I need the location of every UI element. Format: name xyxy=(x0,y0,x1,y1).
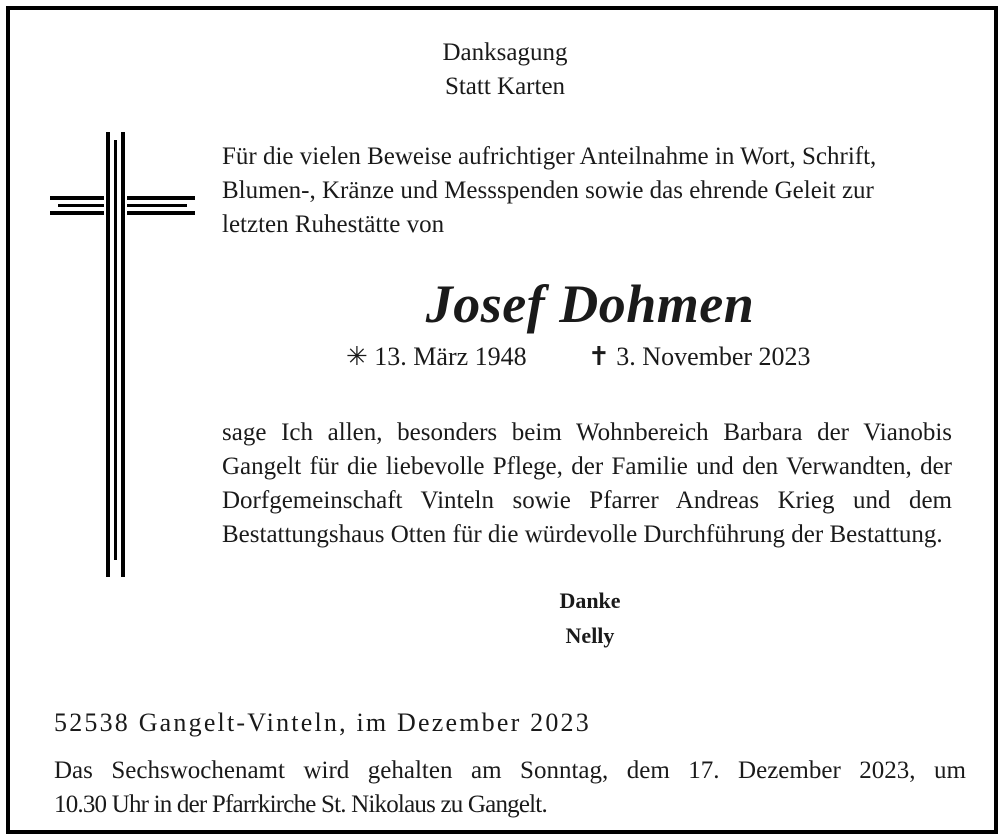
cross-icon xyxy=(48,132,198,582)
death-date-value: 3. November 2023 xyxy=(616,342,811,371)
body-line: Gangelt für die liebevolle Pflege, der Familie und den Verwandten, der xyxy=(222,453,952,480)
heading-danksagung: Danksagung xyxy=(442,39,568,66)
asterisk-icon: ✳ xyxy=(346,342,368,371)
intro-text xyxy=(222,140,962,242)
birth-date-value: 13. März 1948 xyxy=(374,342,527,371)
closing-signature: Nelly xyxy=(565,623,615,648)
body-line: Bestattungshaus Otten für die würdevolle Durchführung der Bestattung. xyxy=(222,521,943,548)
body-line: sage Ich allen, besonders beim Wohnbereich Barbara der Vianobis xyxy=(222,419,952,446)
notice-line: Das Sechswochenamt wird gehalten am Sonntag, dem 17. Dezember 2023, um xyxy=(54,757,966,784)
intro-line: letzten Ruhestätte von xyxy=(222,211,445,238)
place-date: 52538 Gangelt-Vinteln, im Dezember 2023 xyxy=(54,708,591,737)
birth-date xyxy=(346,340,527,374)
dagger-icon: ✝ xyxy=(588,342,610,371)
body-line: Dorfgemeinschaft Vinteln sowie Pfarrer Andreas Krieg und dem xyxy=(222,487,952,514)
service-notice xyxy=(54,754,966,822)
thanks-body-text xyxy=(222,416,952,552)
obituary-notice xyxy=(6,6,998,834)
death-date xyxy=(588,340,811,374)
closing-thanks: Danke xyxy=(559,588,621,613)
deceased-name: Josef Dohmen xyxy=(425,274,755,334)
notice-line: 10.30 Uhr in der Pfarrkirche St. Nikolaus zu Gangelt. xyxy=(54,791,547,818)
heading-statt-karten: Statt Karten xyxy=(444,73,566,100)
intro-line: Für die vielen Beweise aufrichtiger Anteilnahme in Wort, Schrift, xyxy=(222,143,877,170)
intro-line: Blumen-, Kränze und Messspenden sowie das ehrende Geleit zur xyxy=(222,177,874,204)
